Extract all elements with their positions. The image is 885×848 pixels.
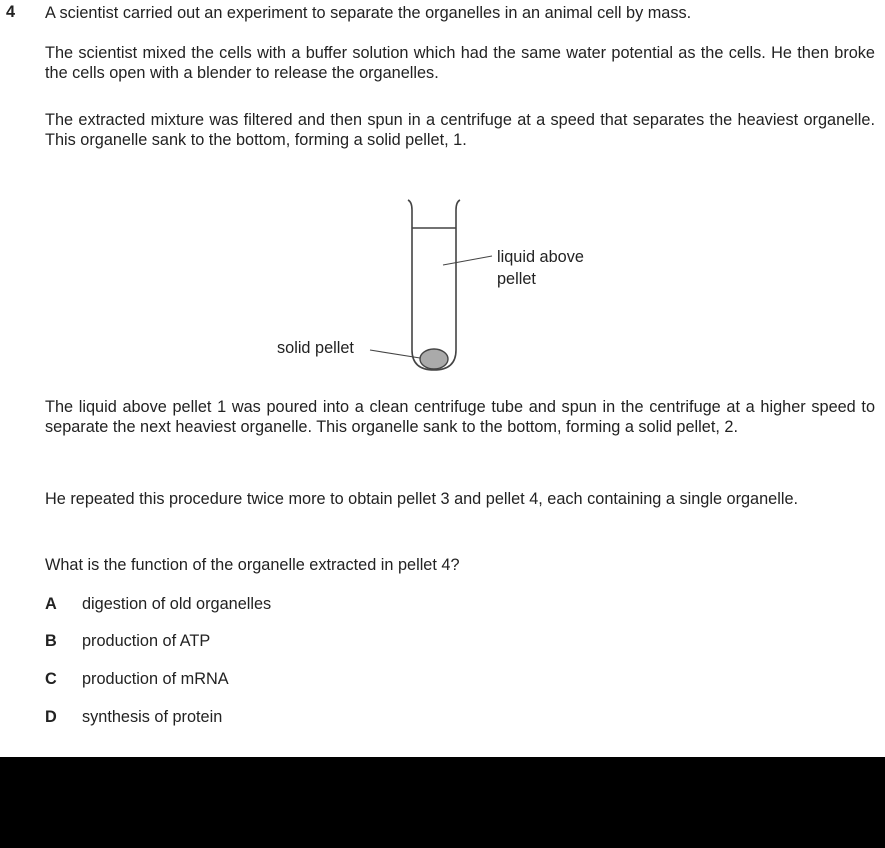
option-letter: D xyxy=(45,708,57,726)
question-stem: What is the function of the organelle extracted in pellet 4? xyxy=(45,556,460,574)
option-letter: C xyxy=(45,670,57,688)
label-liquid-pellet: pellet xyxy=(497,270,536,288)
centrifuge-tube-diagram xyxy=(0,0,885,400)
paragraph-centrifuge: The extracted mixture was filtered and then spun in a centrifuge at a speed that separates the heaviest organelle. This organelle sank to the bottom, forming a solid pellet, 1. xyxy=(45,111,875,149)
paragraph-repeat: He repeated this procedure twice more to obtain pellet 3 and pellet 4, each containing a single organelle. xyxy=(45,490,799,508)
label-solid-pellet: solid pellet xyxy=(277,339,354,357)
paragraph-intro: A scientist carried out an experiment to separate the organelles in an animal cell by mass. xyxy=(45,4,692,22)
paragraph-second-spin: The liquid above pellet 1 was poured into a clean centrifuge tube and spun in the centrifuge at a higher speed to separate the next heaviest organelle. This organelle sank to the bottom, forming a solid pellet, 2. xyxy=(45,398,875,436)
black-bar xyxy=(0,757,885,848)
paragraph-buffer: The scientist mixed the cells with a buffer solution which had the same water potential as the cells. He then broke the cells open with a blender to release the organelles. xyxy=(45,44,875,82)
option-a[interactable] xyxy=(45,594,271,614)
option-letter: B xyxy=(45,632,57,650)
option-text: production of mRNA xyxy=(82,670,229,688)
question-number: 4 xyxy=(6,3,16,21)
label-liquid-above: liquid above xyxy=(497,248,584,266)
option-d[interactable] xyxy=(45,707,222,727)
option-letter: A xyxy=(45,595,57,613)
option-text: digestion of old organelles xyxy=(82,595,272,613)
option-text: production of ATP xyxy=(82,632,211,650)
pellet xyxy=(420,349,448,369)
option-text: synthesis of protein xyxy=(82,708,223,726)
option-c[interactable] xyxy=(45,669,229,689)
option-b[interactable] xyxy=(45,631,210,651)
